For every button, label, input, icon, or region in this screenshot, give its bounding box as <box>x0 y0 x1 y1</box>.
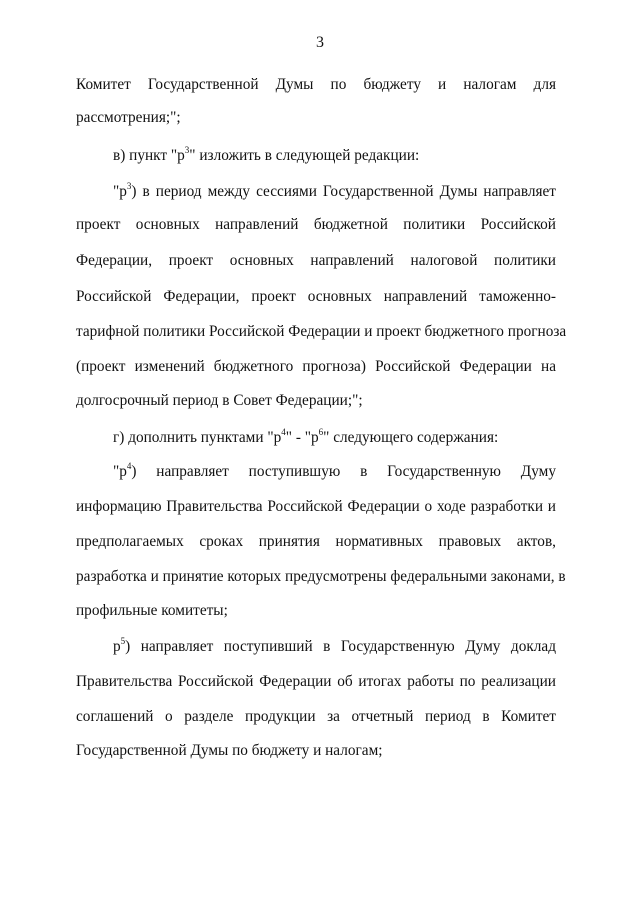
text-line <box>113 182 556 202</box>
text-segment: "р <box>113 463 127 480</box>
text-line <box>113 462 556 482</box>
text-line: долгосрочный период в Совет Федерации;"; <box>76 392 363 409</box>
superscript: 6 <box>318 426 324 437</box>
text-line <box>113 637 556 657</box>
text-line: Государственной Думы по бюджету и налогам; <box>76 742 383 759</box>
text-line: тарифной политики Российской Федерации и проект бюджетного прогноза <box>76 323 567 340</box>
text-segment: ) направляет поступивший в Государственную Думу доклад <box>125 638 556 655</box>
text-line: соглашений о разделе продукции за отчетный период в Комитет <box>76 708 556 725</box>
text-line: разработка и принятие которых предусмотрены федеральными законами, в <box>76 568 566 585</box>
text-segment: " следующего содержания: <box>323 429 499 446</box>
page-number: 3 <box>316 34 324 51</box>
text-line: Федерации, проект основных направлений налоговой политики <box>76 252 556 269</box>
text-segment: " - "р <box>285 429 319 446</box>
text-line: Российской Федерации, проект основных направлений таможенно- <box>76 288 556 305</box>
text-line: профильные комитеты; <box>76 602 228 619</box>
text-segment: ) направляет поступившую в Государственную Думу <box>131 463 556 480</box>
text-line: проект основных направлений бюджетной политики Российской <box>76 216 556 233</box>
text-line <box>113 146 556 166</box>
text-segment: в) пункт "р <box>113 147 185 164</box>
superscript: 3 <box>184 144 190 155</box>
text-line: Комитет Государственной Думы по бюджету и налогам для <box>76 76 556 93</box>
text-line: (проект изменений бюджетного прогноза) Российской Федерации на <box>76 358 556 375</box>
text-line: рассмотрения;"; <box>76 109 181 126</box>
text-segment: "р <box>113 183 127 200</box>
superscript: 4 <box>126 460 132 471</box>
text-line: Правительства Российской Федерации об итогах работы по реализации <box>76 673 556 690</box>
text-line <box>113 428 556 448</box>
superscript: 3 <box>126 180 132 191</box>
superscript: 5 <box>120 635 126 646</box>
text-line: предполагаемых сроках принятия нормативных правовых актов, <box>76 533 556 550</box>
text-segment: р <box>113 638 121 655</box>
text-line: информацию Правительства Российской Федерации о ходе разработки и <box>76 498 556 515</box>
text-segment: " изложить в следующей редакции: <box>189 147 420 164</box>
text-segment: г) дополнить пунктами "р <box>113 429 282 446</box>
superscript: 4 <box>281 426 286 437</box>
text-segment: ) в период между сессиями Государственной Думы направляет <box>131 183 556 200</box>
